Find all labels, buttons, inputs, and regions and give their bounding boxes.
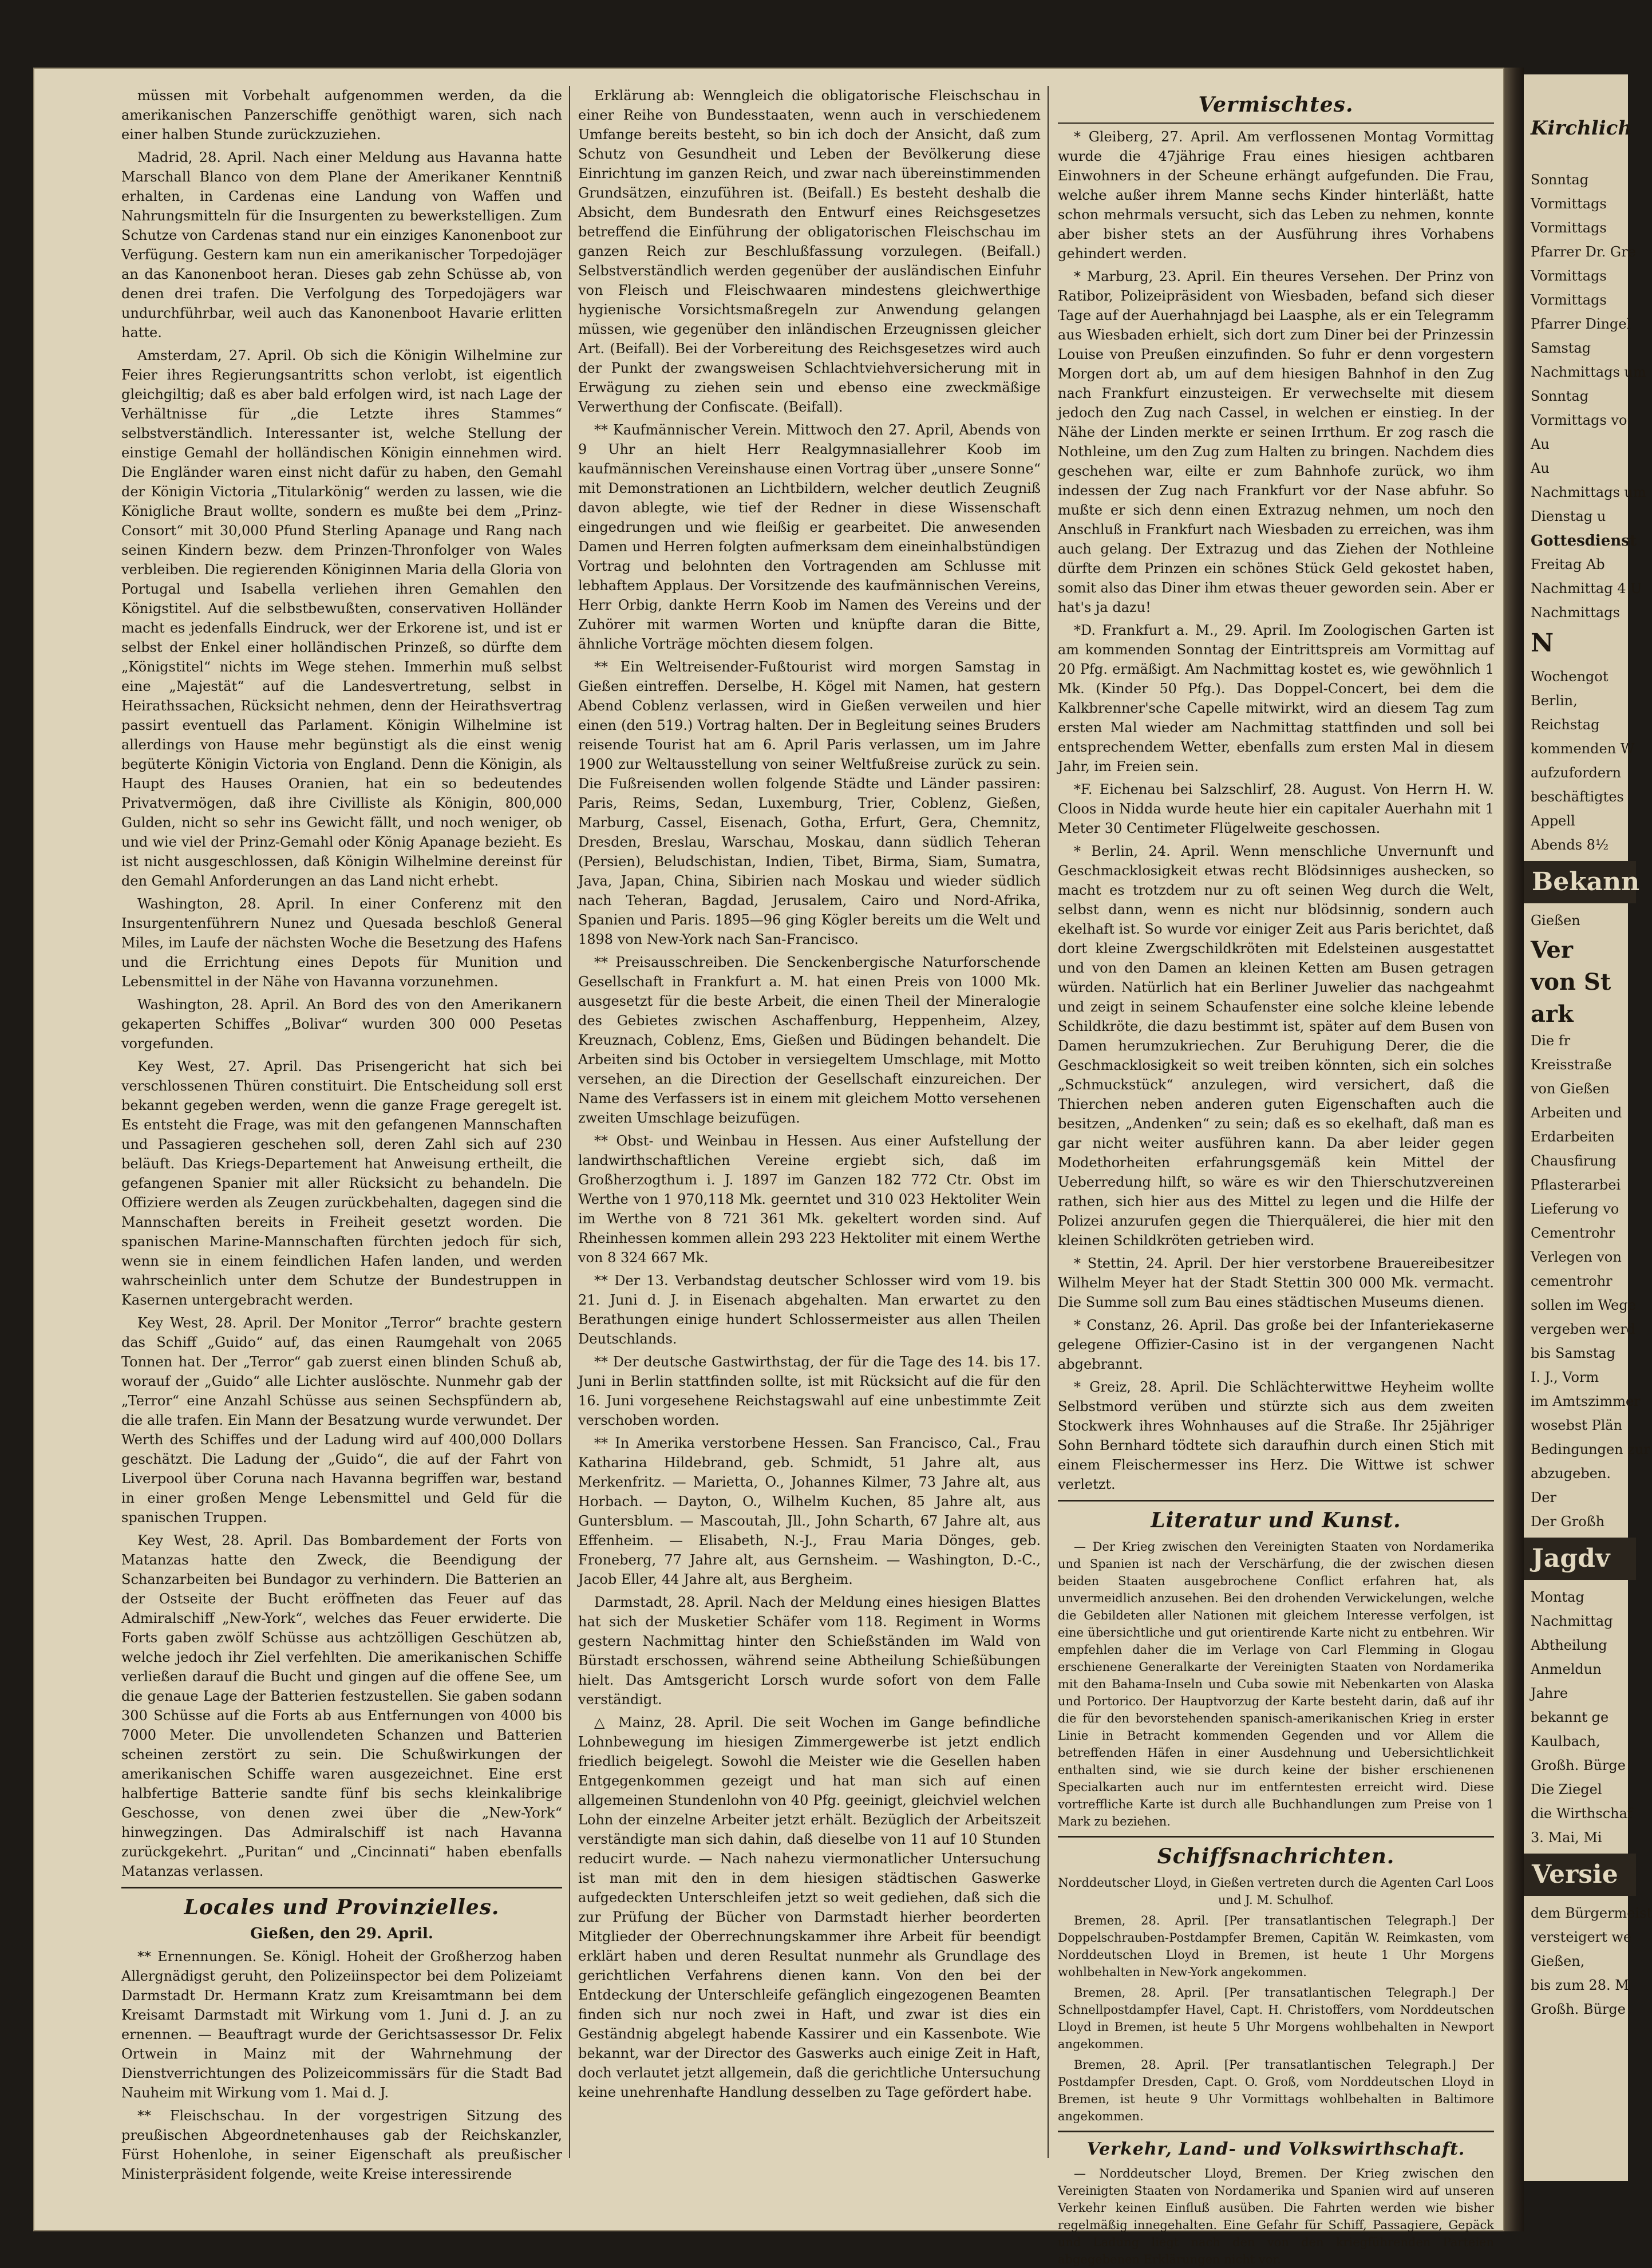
adjacent-line: kommenden W [1531, 741, 1635, 757]
adjacent-line: Vormittags [1531, 220, 1607, 236]
column-rule [569, 86, 570, 2158]
vermischtes-heading: Vermischtes. [1198, 93, 1354, 117]
adjacent-line: bis Samstag [1531, 1345, 1616, 1361]
section-divider [1058, 123, 1494, 124]
adjacent-line: Nachmittag 4 U [1531, 580, 1642, 596]
adjacent-line: Erdarbeiten [1531, 1129, 1615, 1145]
adjacent-line: bekannt ge [1531, 1709, 1609, 1725]
adjacent-line: Kaulbach, [1531, 1733, 1600, 1749]
article: ** Der deutsche Gastwirthstag, der für die Tage des 14. bis 17. Juni in Berlin stattfinden sollte, ist mit Rücksicht auf die für den 16. Juni vorgesehene Reichstagswahl auf eine unbestimmte Zeit verschoben worden. [578, 1354, 1041, 1428]
adjacent-line: Montag [1531, 1589, 1584, 1605]
adjacent-line: Gießen [1531, 912, 1580, 928]
article: ** In Amerika verstorbene Hessen. San Francisco, Cal., Frau Katharina Hildebrand, geb. Schmidt, 51 Jahre alt, aus Merkenfritz. — Marietta, O., Johannes Kilmer, 73 Jahre alt, aus Horbach. — Dayton, O., Wilhelm Kuchen, 85 Jahre alt, aus Guntersblum. — Mascoutah, Jll., John Scharth, 67 Jahre alt, aus Effenheim. — Elisabeth, N.-J., Frau Maria Dönges, geb. Froneberg, 77 Jahre alt, aus Gernsheim. — Washington, D.-C., Jacob Eller, 44 Jahre alt, aus Bergheim. [578, 1435, 1041, 1587]
adjacent-line: Vormittags [1531, 292, 1607, 308]
adjacent-line: Pflasterarbei [1531, 1177, 1621, 1193]
adjacent-line: Ver [1531, 937, 1573, 963]
article: Washington, 28. April. An Bord des von den Amerikanern gekaperten Schiffes „Bolivar“ wurden 300 000 Pesetas vorgefunden. [121, 997, 562, 1052]
article: ** Ernennungen. Se. Königl. Hoheit der Großherzog haben Allergnädigst geruht, den Polizeiinspector bei dem Polizeiamt Darmstadt Dr. Hermann Kratz zum Kreisamtmann bei dem Kreisamt Darmstadt mit Wirkung vom 1. Juni d. J. an zu ernennen. — Beauftragt wurde der Gerichtsassessor Dr. Felix Ortwein in Mainz mit der Wahrnehmung der Dienstverrichtungen des Polizeicommissärs für die Stadt Bad Nauheim mit Wirkung vom 1. Mai d. J. [121, 1949, 562, 2101]
column-1 [121, 86, 562, 2182]
schiffsnachrichten-intro: Norddeutscher Lloyd, in Gießen vertreten durch die Agenten Carl Loos und J. M. Schulhof. [1058, 1876, 1494, 1907]
adjacent-page [1524, 74, 1652, 2181]
adjacent-line: Der Großh [1531, 1514, 1605, 1530]
adjacent-big-letter: N [1531, 629, 1554, 658]
locales-articles [121, 1947, 562, 2184]
verkehr-heading: Verkehr, Land- und Volkswirthschaft. [1086, 2139, 1465, 2159]
adjacent-line: Jahre [1531, 1685, 1568, 1701]
article: Key West, 28. April. Das Bombardement der Forts von Matanzas hatte den Zweck, die Beendigung der Schanzarbeiten bei Bundagor zu verhindern. Die Batterien an der Ostseite der Bucht eröffneten das Feuer auf das Admiralschiff „New-York“, welches das Feuer erwiderte. Die Forts gaben zwölf Schüsse aus achtzölligen Geschützen ab, welche jedoch ihr Ziel verfehlten. Die amerikanischen Schiffe verließen darauf die Bucht und gingen auf die offene See, um die genaue Lage der Batterien festzustellen. Sie gaben sodann 300 Schüsse auf die Forts ab aus Entfernungen von 4000 bis 7000 Meter. Die unvollendeten Schanzen und Batterien scheinen zerstört zu sein. Die Schußwirkungen der amerikanischen Schiffe waren ausgezeichnet. Eine erst halbfertige Batterie sandte fünf bis sechs kleinkalibrige Geschosse, von denen zwei über die „New-York“ hinwegzingen. Das Admiralschiff ist nach Havanna zurückgekehrt. „Puritan“ und „Cincinnati“ haben ebenfalls Matanzas verlassen. [121, 1532, 562, 1879]
section-divider [1058, 1500, 1494, 1502]
adjacent-line: Berlin, [1531, 693, 1578, 709]
article: * Berlin, 24. April. Wenn menschliche Unvernunft und Geschmacklosigkeit etwas recht Blödsinniges aushecken, so macht es trotzdem nur zu oft seinen Weg durch die Welt, selbst dann, wenn es nicht nur blödsinnig, sondern auch ekelhaft ist. So wurde vor einiger Zeit aus Paris berichtet, daß dort kleine Zwergschildkröten mit Edelsteinen ausgestattet und von den Damen an kleinen Ketten am Busen getragen würden. Natürlich hat ein Berliner Juwelier das nachgeahmt und zeigt in seinem Schaufenster eine solche kleine lebende Schildkröte, die dazu bestimmt ist, später auf dem Busen von Damen herumzukriechen. Zur Beruhigung Derer, die die Geschmacklosigkeit so weit treiben könnten, sich ein solches „Schmuckstück“ anzulegen, wird versichert, daß die Thierchen neben anderen guten Eigenschaften auch die besitzen, „Andenken“ zu sein; daß es so ekelhaft, daß man es gar nicht weiter ausführen kann. Da aber leider gegen Modethorheiten erfahrungsgemäß kein Mittel der Ueberredung hilft, so wäre es wir den Thierschutzvereinen rathen, sich hier aus des Mittel zu legen und die Hilfe der Polizei anzurufen gegen die Thierquälerei, die hier mit den kleinen Schildkröten getrieben wird. [1058, 843, 1494, 1248]
article: ** Preisausschreiben. Die Senckenbergische Naturforschende Gesellschaft in Frankfurt a. M. hat einen Preis von 1000 Mk. ausgesetzt für die beste Arbeit, die einen Theil der Mineralogie des Gebietes zwischen Aschaffenburg, Heppenheim, Alzey, Kreuznach, Coblenz, Ems, Gießen und Büdingen behandelt. Die Arbeiten sind bis October in versiegeltem Umschlage, mit Motto versehen, an die Direction der Gesellschaft einzureichen. Der Name des Verfassers ist in einem mit gleichem Motto versehenen zweiten Umschlage beizufügen. [578, 954, 1041, 1126]
adjacent-line: Samstag [1531, 340, 1591, 356]
adjacent-line: Nachmittag [1531, 1613, 1613, 1629]
article: ** Der 13. Verbandstag deutscher Schlosser wird vom 19. bis 21. Juni d. J. in Eisenach abgehalten. Man erwartet zu den Berathungen einige hundert Schlossermeister aus allen Theilen Deutschlands. [578, 1273, 1041, 1347]
adjacent-line: Nachmittags um [1531, 484, 1646, 500]
adjacent-line: Arbeiten und [1531, 1105, 1622, 1121]
article: Amsterdam, 27. April. Ob sich die Königin Wilhelmine zur Feier ihres Regierungsantritts schon verlobt, ist eigentlich gleichgiltig; daß es aber bald erfolgen wird, ist nach Lage der Verhältnisse für „die Letzte ihres Stammes“ selbstverständlich. Interessanter ist, welche Stellung der einstige Gemahl der holländischen Königin einnehmen wird. Die Engländer waren einst nicht dafür zu haben, den Gemahl der Königin Victoria „Titularkönig“ werden zu lassen, wie die Königliche Braut wollte, sondern es mußte bei dem „Prinz-Consort“ mit 30,000 Pfund Sterling Apanage und Rang nach seinen Kindern bezw. dem Prinzen-Thronfolger von Wales verbleiben. Die regierenden Königinnen Maria della Gloria von Portugal und Isabella verliehen ihren Gemahlen den Königstitel. Auf die selbstbewußten, conservativen Holländer macht es jedenfalls Eindruck, wer der Erkorene ist, und ist er selbst der Enkel einer holländischen Prinzeß, so dürfte dem „Königstitel“ nichts im Wege stehen. Immerhin muß selbst eine „Majestät“ auf die Landesvertretung, selbst in Heirathssachen, Rücksicht nehmen, denn der Heirathsvertrag passirt eventuell das Parlament. Königin Wilhelmine ist allerdings von Hause mehr begünstigt als die einst wenig begüterte Königin Victoria von England. Denn die Königin, als Haupt des Hauses Oranien, hat ein so bedeutendes Privatvermögen, daß ihre Civilliste als Königin, 800,000 Gulden, nicht so sehr ins Gewicht fällt, und noch weniger, ob und wie viel der Prinz-Gemahl oder König Apanage bezieht. Es ist nicht ausgeschlossen, daß Königin Wilhelmine dereinst für den Gemahl Anforderungen an das Land nicht erhebt. [121, 347, 562, 889]
section-divider [1058, 1836, 1494, 1838]
article: Bremen, 28. April. [Per transatlantischen Telegraph.] Der Doppelschrauben-Postdampfer Bremen, Capitän W. Reimkasten, vom Norddeutschen Lloyd in Bremen, ist heute 1 Uhr Morgens wohlbehalten in New-York angekommen. [1058, 1914, 1494, 1979]
column-2 [578, 86, 1041, 2158]
adjacent-line: Die Ziegel [1531, 1781, 1602, 1797]
adjacent-line: Abtheilung [1531, 1637, 1607, 1653]
adjacent-line: Au [1531, 436, 1550, 452]
article: Madrid, 28. April. Nach einer Meldung aus Havanna hatte Marschall Blanco von dem Plane der Amerikaner Kenntniß erhalten, in Cardenas eine Landung von Waffen und Nahrungsmitteln für die Insurgenten zu bewerkstelligen. Zum Schutze von Cardenas stand nur ein einziges Kanonenboot zur Verfügung. Gestern kam nun ein amerikanischer Torpedojäger an das Kanonenboot heran. Dieses gab zehn Schüsse ab, von denen drei trafen. Die Verfolgung des Torpedojägers war undurchführbar, weil auch das Kanonenboot Havarie erlitten hatte. [121, 149, 562, 341]
adjacent-line: 3. Mai, Mi [1531, 1830, 1602, 1846]
article: Erklärung ab: Wenngleich die obligatorische Fleischschau in einer Reihe von Bundesstaaten, wenn auch in verschiedenem Umfange bereits besteht, so bin ich doch der Ansicht, daß zum Schutz von Gesundheit und Leben der Bevölkerung diese Einrichtung im ganzen Reich, und zwar nach übereinstimmenden Grundsätzen, einzuführen ist. (Beifall.) Es besteht deshalb die Absicht, dem Bundesrath den Entwurf eines Reichsgesetzes betreffend die Einführung der obligatorischen Fleischschau im ganzen Reich zur Beschlußfassung vorzulegen. (Beifall.) Selbstverständlich werden gegenüber der ausländischen Einfuhr von Fleisch und Fleischwaaren mindestens gleichwerthige hygienische Vorsichtsmaßregeln zur Anwendung gelangen müssen, wie gegenüber den inländischen Erzeugnissen gleicher Art. (Beifall). Bei der Vorbereitung des Reichsgesetzes wird auch der Punkt der zwangsweisen Schlachtviehversicherung mit in Erwägung zu ziehen sein und ebenso eine zweckmäßige Verwerthung der Confiscate. (Beifall). [578, 88, 1041, 415]
adjacent-line: Nachmittags um [1531, 364, 1646, 380]
column-3 [1058, 86, 1494, 2266]
adjacent-line: dem Bürgermeist [1531, 1905, 1652, 1921]
literatur-text: — Der Krieg zwischen den Vereinigten Staaten von Nordamerika und Spanien ist nach der Verschärfung, die der zwischen diesen beiden Staaten ausgebrochene Conflict erfahren hat, als unvermeidlich anzusehen. Bei den drohenden Verwickelungen, welche die Gebildeten aller Nationen mit gleichem Interesse verfolgen, ist eine übersichtliche und gut orientirende Karte nicht zu entbehren. Wir empfehlen daher die im Verlage von Carl Flemming in Glogau erschienene Generalkarte der Vereinigten Staaten von Nordamerika mit den Bahama-Inseln und Cuba sowie mit Nebenkarten von Alaska und Portorico. Der Hauptvorzug der Karte besteht darin, daß auf ihr die für den bevorstehenden spanisch-amerikanischen Krieg in erster Linie in Betracht kommenden Gegenden und vor Allem die betreffenden Häfen in einer Ausdehnung und Uebersichtlichkeit enthalten sind, wie sie durch keine der bisher erschienenen Specialkarten auch nur im entferntesten erreicht wird. Diese vortreffliche Karte ist durch alle Buchhandlungen zum Preise von 1 Mark zu beziehen. [1058, 1540, 1494, 1828]
column-2-articles [578, 86, 1041, 2102]
column-1-articles [121, 86, 562, 1881]
adjacent-line: Sonntag [1531, 172, 1589, 188]
adjacent-line: Großh. Bürge [1531, 2001, 1626, 2017]
locales-heading: Locales und Provinzielles. [184, 1895, 500, 1919]
adjacent-line: beschäftigtes [1531, 789, 1624, 805]
adjacent-line: Gießen, [1531, 1953, 1585, 1969]
adjacent-line: vergeben werd [1531, 1321, 1636, 1337]
adjacent-heading-bar: Versie [1524, 1854, 1636, 1896]
article: Bremen, 28. April. [Per transatlantischen Telegraph.] Der Postdampfer Dresden, Capt. O. Groß, vom Norddeutschen Lloyd in Bremen, ist heute 9 Uhr Vormittags wohlbehalten in Baltimore angekommen. [1058, 2058, 1494, 2123]
adjacent-line: Reichstag [1531, 717, 1600, 733]
adjacent-line: Dienstag u [1531, 508, 1606, 524]
adjacent-line: Appell [1531, 813, 1575, 829]
verkehr-text: — Norddeutscher Lloyd, Bremen. Der Krieg zwischen den Vereinigten Staaten von Nordamerika und Spanien wird auf unseren Verkehr keinen Einfluß ausüben. Die Fahrten werden wie bisher regelmäßig innegehalten. Eine Gefahr für Schiff, Passagiere, Gepäck und Ladung liegt nach den von den kriegführenden Parteien abgegebenen Erklärungen nicht vor. [1058, 2167, 1494, 2266]
article: △ Mainz, 28. April. Die seit Wochen im Gange befindliche Lohnbewegung im hiesigen Zimmergewerbe ist jetzt endlich friedlich beigelegt. Sowohl die Meister wie die Gesellen haben Entgegenkommen gezeigt und hat man sich auf einen allgemeinen Stundenlohn von 40 Pfg. geeinigt, gleichviel welchen Lohn der einzelne Arbeiter jetzt erhält. Bezüglich der Arbeitszeit verständigte man sich dahin, daß dieselbe von 11 auf 10 Stunden reducirt wurde. — Nach nahezu viermonatlicher Untersuchung ist man mit den in dem hiesigen städtischen Gaswerke aufgedeckten Unterschleifen jetzt so weit gediehen, daß sich die zur Prüfung der Bücher von Darmstadt hierher beorderten Mitglieder der Oberrechnungskammer ihre Arbeit für beendigt erklärt haben und deren Resultat nunmehr als Grundlage des gerichtlichen Verfahrens dienen kann. Von den bei der Entdeckung der Unterschleife gefänglich eingezogenen Beamten finden sich nur noch zwei in Haft, und zwar ist dies ein Geständnig abgelegt habende Kassirer und ein Kassenbote. Wie bekannt, war der Director des Gaswerks auch einige Zeit in Haft, doch verlautet jetzt allgemein, daß die gerichtliche Untersuchung keine unehrenhafte Handlung desselben zu Tage gefördert habe. [578, 1714, 1041, 2100]
article: ** Fleischschau. In der vorgestrigen Sitzung des preußischen Abgeordnetenhauses gab der Reichskanzler, Fürst Hohenlohe, in seiner Eigenschaft als preußischer Ministerpräsident folgende, weite Kreise interessirende [121, 2108, 562, 2182]
adjacent-line: Freitag Ab [1531, 556, 1605, 572]
adjacent-line: Kreisstraße [1531, 1057, 1612, 1073]
adjacent-line: Vormittags [1531, 196, 1607, 212]
article: Washington, 28. April. In einer Conferenz mit den Insurgentenführern Nunez und Quesada beschloß General Miles, im Laufe der nächsten Woche die Besetzung des Hafens und die Errichtung eines Depots für Munition und Lebensmittel in der Nähe von Havanna vorzunehmen. [121, 896, 562, 990]
adjacent-line: Lieferung vo [1531, 1201, 1619, 1217]
adjacent-line: Sonntag [1531, 388, 1589, 404]
adjacent-line: die Wirthschaf [1531, 1805, 1633, 1821]
adjacent-line: Gottesdienst [1531, 532, 1637, 550]
adjacent-line: von St [1531, 969, 1611, 995]
locales-dateline: Gießen, den 29. April. [250, 1925, 433, 1942]
article: *D. Frankfurt a. M., 29. April. Im Zoologischen Garten ist am kommenden Sonntag der Eintrittspreis am Vormittag auf 20 Pfg. ermäßigt. Am Nachmittag kostet es, wie gewöhnlich 1 Mk. (Kinder 50 Pfg.). Das Doppel-Concert, bei dem die Kalkbrenner'sche Capelle mitwirkt, wird an diesem Tag zum ersten Mal wieder am Nachmittag stattfinden und soll bei entsprechendem Wetter, ebenfalls zum ersten Mal in diesem Jahr, im Freien sein. [1058, 622, 1494, 775]
article: * Greiz, 28. April. Die Schlächterwittwe Heyheim wollte Selbstmord verüben und stürzte sich aus dem zweiten Stockwerk ihres Wohnhauses auf die Straße. Ihr 25jähriger Sohn Bernhard tödtete sich daraufhin durch einen Stich mit einem Fleischermesser ins Herz. Die Wittwe ist schwer verletzt. [1058, 1379, 1494, 1492]
adjacent-line: Nachmittags [1531, 604, 1620, 621]
adjacent-line: Chausfirung [1531, 1153, 1617, 1169]
adjacent-line: Großh. Bürge [1531, 1757, 1626, 1773]
literatur-heading: Literatur und Kunst. [1151, 1508, 1401, 1532]
adjacent-line: Der [1531, 1489, 1556, 1506]
article: ** Obst- und Weinbau in Hessen. Aus einer Aufstellung der landwirthschaftlichen Vereine ergiebt sich, daß im Großherzogthum i. J. 1897 im Ganzen 182 772 Ctr. Obst im Werthe von 1 970,118 Mk. geerntet und 310 023 Hektoliter Wein im Werthe von 8 721 361 Mk. gekeltert worden sind. Auf Rheinhessen kommen allein 293 223 Hektoliter mit einem Werthe von 8 324 667 Mk. [578, 1133, 1041, 1266]
adjacent-line: Bedingungen zur [1531, 1441, 1650, 1457]
article: Bremen, 28. April. [Per transatlantischen Telegraph.] Der Schnellpostdampfer Havel, Capt. H. Christoffers, vom Norddeutschen Lloyd in Bremen, ist heute 5 Uhr Morgens wohlbehalten in Newport angekommen. [1058, 1986, 1494, 2051]
adjacent-line: Vormittags [1531, 268, 1607, 284]
adjacent-line: wosebst Plän [1531, 1417, 1623, 1433]
article: * Constanz, 26. April. Das große bei der Infanteriekaserne gelegene Offizier-Casino ist in der vergangenen Nacht abgebrannt. [1058, 1317, 1494, 1372]
article: * Gleiberg, 27. April. Am verflossenen Montag Vormittag wurde die 47jährige Frau eines hiesigen achtbaren Einwohners in der Scheune erhängt aufgefunden. Die Frau, welche außer ihrem Manne sechs Kinder hinterläßt, hatte schon mehrmals versucht, sich das Leben zu nehmen, konnte aber bisher stets an der Ausführung ihres Vorhabens gehindert werden. [1058, 129, 1494, 262]
adjacent-line: ark [1531, 1001, 1574, 1028]
article: Darmstadt, 28. April. Nach der Meldung eines hiesigen Blattes hat sich der Musketier Schäfer vom 118. Regiment in Worms gestern Nachmittag hinter den Schießständen im Wald von Bürstadt erschossen, während seine Abtheilung Schießübungen hielt. Das Amtsgericht Lorsch wurde sofort von dem Falle verständigt. [578, 1594, 1041, 1708]
adjacent-heading-bar: Jagdv [1524, 1538, 1636, 1580]
book-spine [1504, 68, 1524, 2231]
adjacent-line: Anmeldun [1531, 1661, 1602, 1677]
adjacent-line: Die fr [1531, 1033, 1571, 1049]
article: *F. Eichenau bei Salzschlirf, 28. August. Von Herrn H. W. Cloos in Nidda wurde heute hier ein capitaler Auerhahn mit 1 Meter 30 Centimeter Flügelweite geschossen. [1058, 781, 1494, 836]
adjacent-line: Cementrohr [1531, 1225, 1615, 1241]
vermischtes-articles [1058, 127, 1494, 1494]
schiffsnachrichten-articles [1058, 1912, 1494, 2125]
adjacent-line: Au [1531, 460, 1550, 476]
adjacent-line: Abends 8½ [1531, 837, 1609, 853]
section-divider [1058, 2131, 1494, 2132]
adjacent-line: I. J., Vorm [1531, 1369, 1599, 1385]
adjacent-line: cementrohr [1531, 1273, 1613, 1289]
adjacent-line: Pfarrer Dingel [1531, 316, 1631, 332]
column-rule [1048, 86, 1049, 2158]
adjacent-line: versteigert we [1531, 1929, 1632, 1945]
adjacent-line: bis zum 28. M [1531, 1977, 1629, 1993]
article: Key West, 27. April. Das Prisengericht hat sich bei verschlossenen Thüren constituirt. Die Entscheidung soll erst bekannt gegeben werden, wenn die ganze Frage geregelt ist. Es entsteht die Frage, was mit den gefangenen Mannschaften und Passagieren geschehen soll, deren Zahl sich auf 230 beläuft. Das Kriegs-Departement hat Anweisung ertheilt, die gefangenen Spanier mit aller Rücksicht zu behandeln. Die Offiziere werden als Zeugen zurückbehalten, dagegen sind die Mannschaften bereits in Freiheit gesetzt worden. Die spanischen Marine-Mannschaften fürchten jedoch für sich, wenn sie in einem feindlichen Hafen landen, und werden wahrscheinlich unter dem Schutze der Bundestruppen in Kasernen untergebracht werden. [121, 1058, 562, 1308]
adjacent-line: Vormittags vo [1531, 412, 1627, 428]
adjacent-line: von Gießen [1531, 1081, 1610, 1097]
article: * Stettin, 24. April. Der hier verstorbene Brauereibesitzer Wilhelm Meyer hat der Stadt Stettin 300 000 Mk. vermacht. Die Summe soll zum Bau eines städtischen Museums dienen. [1058, 1255, 1494, 1310]
article: müssen mit Vorbehalt aufgenommen werden, da die amerikanischen Panzerschiffe genöthigt waren, sich nach einer halben Stunde zurückzuziehen. [121, 88, 562, 143]
adjacent-line: abzugeben. [1531, 1465, 1611, 1481]
adjacent-heading-bar: Bekann [1524, 861, 1636, 903]
adjacent-line: Pfarrer Dr. Gre [1531, 244, 1636, 260]
adjacent-heading: Kirchlich [1531, 117, 1633, 140]
adjacent-line: Verlegen von [1531, 1249, 1622, 1265]
adjacent-line: im Amtszimmer [1531, 1393, 1641, 1409]
article: ** Kaufmännischer Verein. Mittwoch den 27. April, Abends von 9 Uhr an hielt Herr Realgymnasiallehrer Koob im kaufmännischen Vereinshause einen Vortrag über „unsere Sonne“ mit Demonstrationen an Lichtbildern, welcher deutlich Zeugniß davon ablegte, wie tief der Redner in diese Wissenschaft eingedrungen und wie fleißig er gearbeitet. Die anwesenden Damen und Herren folgten aufmerksam dem eineinhalbstündigen Vortrag und belohnten den Vortragenden am Schlusse mit lebhaftem Applaus. Der Vorsitzende des kaufmännischen Vereins, Herr Orbig, dankte Herrn Koob im Namen des Vereins und der Zuhörer mit warmen Worten und knüpfte daran die Bitte, ähnliche Vorträge möchten diesem folgen. [578, 422, 1041, 652]
adjacent-line: aufzufordern [1531, 765, 1622, 781]
article: ** Ein Weltreisender-Fußtourist wird morgen Samstag in Gießen eintreffen. Derselbe, H. Kögel mit Namen, hat gestern Abend Coblenz verlassen, wird in Gießen verweilen und hier einen (den 519.) Vortrag halten. Der in Begleitung seines Bruders reisende Tourist hat am 6. April Paris verlassen, um im Jahre 1900 zur Weltausstellung von seiner Weltfußreise zurück zu sein. Die Fußreisenden wollen folgende Städte und Länder passiren: Paris, Reims, Sedan, Luxemburg, Trier, Coblenz, Gießen, Marburg, Cassel, Eisenach, Gotha, Erfurt, Gera, Chemnitz, Dresden, Breslau, Warschau, Moskau, dann südlich Teheran (Persien), Beludschistan, Indien, Tibet, Birma, Siam, Sumatra, Java, Japan, China, Sibirien nach Moskau und wieder südlich nach Teheran, Bagdad, Jerusalem, Cairo und Nord-Afrika, Spanien und Paris. 1895—96 ging Kögler bereits um die Welt und 1898 von New-York nach San-Francisco. [578, 659, 1041, 947]
adjacent-line: Wochengot [1531, 669, 1608, 685]
article: Key West, 28. April. Der Monitor „Terror“ brachte gestern das Schiff „Guido“ auf, das einen Raumgehalt von 2065 Tonnen hat. Der „Terror“ gab zuerst einen blinden Schuß ab, worauf der „Guido“ alle Lichter auslöschte. Nunmehr gab der „Terror“ eine Anzahl Schüsse aus seinen Sechspfündern ab, die alle trafen. Ein Mann der Besatzung wurde verwundet. Der Werth des Schiffes und der Ladung wird auf 400,000 Dollars geschätzt. Die Ladung der „Guido“, die auf der Fahrt von Liverpool über Coruna nach Havanna begriffen war, bestand in einer großen Menge Lebensmittel und Geld für die spanischen Truppen. [121, 1315, 562, 1526]
section-divider [121, 1887, 562, 1888]
adjacent-line: sollen im Wege [1531, 1297, 1636, 1313]
article: * Marburg, 23. April. Ein theures Versehen. Der Prinz von Ratibor, Polizeipräsident von Wiesbaden, befand sich dieser Tage auf der Auerhahnjagd bei Laasphe, als er ein Telegramm aus Wiesbaden erhielt, sich dort zum Diner bei der Prinzessin Louise von Preußen einzufinden. So fuhr er denn vorgestern Morgen dort ab, um auf dem hiesigen Bahnhof in den Zug nach Frankfurt einzusteigen. Er verwechselte mit diesem jedoch den Zug nach Cassel, in welchen er einstieg. In der Nähe der Linden merkte er seinen Irrthum. Er zog rasch die Nothleine, um den Zug zum Halten zu bringen. Nachdem dies geschehen war, eilte er zum Bahnhofe zurück, wo ihm indessen der Zug nach Frankfurt vor der Nase abfuhr. So mußte er sich denn einen Extrazug nehmen, um noch den Anschluß in Frankfurt nach Wiesbaden zu erreichen, was ihm auch gelang. Der Extrazug und das Ziehen der Nothleine dürfte dem Prinzen ein schönes Stück Geld gekostet haben, somit also das Diner ihm etwas theuer geworden sein. Aber er hat's ja dazu! [1058, 268, 1494, 615]
schiffsnachrichten-heading: Schiffsnachrichten. [1157, 1844, 1395, 1868]
